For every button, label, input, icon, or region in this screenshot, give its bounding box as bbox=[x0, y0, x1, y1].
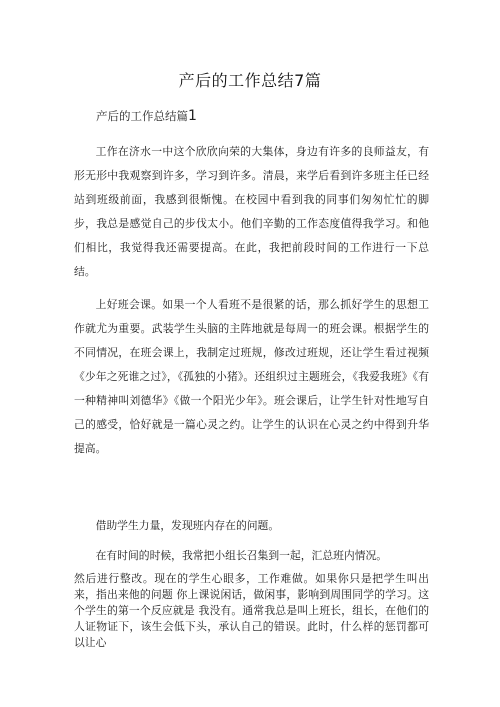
section-heading bbox=[96, 108, 197, 124]
paragraph: 然后进行整改。现在的学生心眼多，工作难做。如果你只是把学生叫出来，指出来他的问题 你上课说闲话，做闲事，影响到周围同学的学习。这个学生的第一个反应就是 我没有。通常我总是叫上班长，组长，在他们的人证物证下，该生会低下头，承认自己的错误。此时，什么样的惩罚都可以让心 bbox=[74, 572, 429, 649]
section-heading-text: 产后的工作总结篇 bbox=[96, 109, 188, 123]
paragraph: 借助学生力量，发现班内存在的问题。 bbox=[95, 519, 280, 532]
paragraph: 上好班会课。如果一个人看班不是很紧的话，那么抓好学生的思想工作就尤为重要。武装学生头脑的主阵地就是每周一的班会课。根据学生的不同情况，在班会课上，我制定过班规，修改过班规，还让学生看过视频《少年之死谁之过》，《孤独的小猪》。还组织过主题班会，《我爱我班》《有一种精神叫刘德华》《做一个阳光少年》。班会课后，让学生针对性地写自己的感受，恰好就是一篇心灵之约。让学生的认识在心灵之约中得到升华提高。 bbox=[74, 298, 429, 455]
paragraph: 在有时间的时候，我常把小组长召集到一起，汇总班内情况。 bbox=[95, 549, 388, 562]
section-heading-number: 1 bbox=[188, 108, 197, 124]
paragraph: 工作在济水一中这个欣欣向荣的大集体，身边有许多的良师益友，有形无形中我观察到许多，学习到许多。清晨，来学后看到许多班主任已经站到班级前面，我感到很惭愧。在校园中看到我的同事们匆匆忙忙的脚步，我总是感觉自己的步伐太小。他们辛勤的工作态度值得我学习。和他们相比，我觉得我还需要提高。在此，我把前段时间的工作进行一下总结。 bbox=[74, 145, 429, 278]
document-title: 产后的工作总结7篇 bbox=[178, 71, 322, 90]
